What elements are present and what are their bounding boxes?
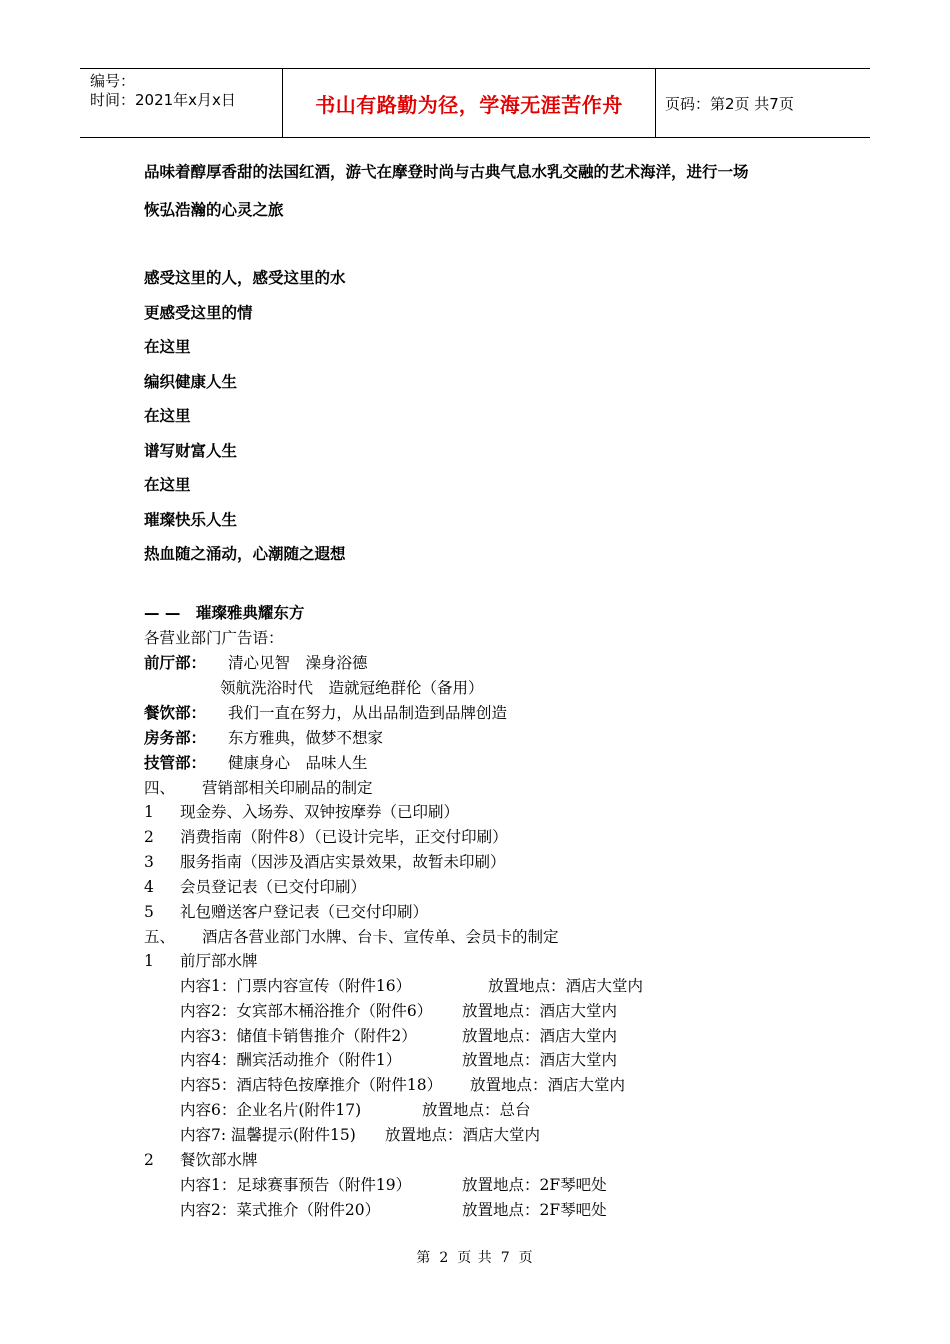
list-item bbox=[144, 877, 366, 897]
intro-line-1: 品味着醇厚香甜的法国红酒，游弋在摩登时尚与古典气息水乳交融的艺术海洋，进行一场 bbox=[144, 163, 749, 181]
signage-row bbox=[180, 1026, 617, 1046]
signage-row bbox=[180, 1050, 617, 1070]
ads-title: 各营业部门广告语： bbox=[144, 629, 284, 647]
item-number: 2 bbox=[144, 828, 154, 846]
ad-text: 东方雅典，做梦不想家 bbox=[228, 729, 384, 747]
ad-row bbox=[220, 678, 484, 698]
signage-place: 放置地点：酒店大堂内 bbox=[462, 1027, 618, 1045]
signage-row bbox=[180, 1100, 531, 1120]
group-heading bbox=[144, 1150, 258, 1170]
signage-content: 内容1：门票内容宣传（附件16） bbox=[180, 977, 412, 995]
signage-place: 放置地点：酒店大堂内 bbox=[462, 1002, 618, 1020]
list-item bbox=[144, 827, 508, 847]
page-label: 页码：第2页 共7页 bbox=[665, 94, 794, 113]
ad-row bbox=[144, 753, 368, 773]
item-number: 5 bbox=[144, 903, 154, 921]
date-label: 时间：2021年x月x日 bbox=[90, 91, 236, 109]
signage-content: 内容4：酬宾活动推介（附件1） bbox=[180, 1051, 402, 1069]
ad-row bbox=[144, 728, 383, 748]
signage-place: 放置地点：总台 bbox=[422, 1101, 531, 1119]
poem-line: 谱写财富人生 bbox=[144, 442, 238, 460]
signage-row bbox=[180, 1175, 607, 1195]
item-text: 现金券、入场券、双钟按摩券（已印刷） bbox=[180, 803, 460, 821]
tagline: — — 璀璨雅典耀东方 bbox=[144, 604, 305, 622]
poem-line: 感受这里的人，感受这里的水 bbox=[144, 269, 346, 287]
section-title: 营销部相关印刷品的制定 bbox=[202, 779, 373, 797]
poem-line: 在这里 bbox=[144, 407, 191, 425]
signage-row bbox=[180, 1075, 625, 1095]
item-text: 礼包赠送客户登记表（已交付印刷） bbox=[180, 903, 429, 921]
document-header bbox=[80, 68, 870, 138]
item-text: 服务指南（因涉及酒店实景效果，故暂未印刷） bbox=[180, 853, 506, 871]
motto: 书山有路勤为径，学海无涯苦作舟 bbox=[315, 92, 623, 117]
poem-line: 璀璨快乐人生 bbox=[144, 511, 238, 529]
signage-content: 内容2：女宾部木桶浴推介（附件6） bbox=[180, 1002, 433, 1020]
ad-dept: 餐饮部： bbox=[144, 704, 207, 722]
item-number: 4 bbox=[144, 878, 154, 896]
signage-place: 放置地点：2F琴吧处 bbox=[462, 1176, 607, 1194]
signage-content: 内容6：企业名片(附件17) bbox=[180, 1101, 362, 1119]
signage-row bbox=[180, 976, 643, 996]
intro-line-2: 恢弘浩瀚的心灵之旅 bbox=[144, 201, 284, 219]
group-title: 餐饮部水牌 bbox=[180, 1151, 258, 1169]
serial-label: 编号： bbox=[90, 72, 136, 90]
footer-page-number: 2 bbox=[439, 1250, 450, 1266]
ad-row bbox=[144, 653, 368, 673]
ad-text: 健康身心 品味人生 bbox=[228, 754, 368, 772]
section-number: 五、 bbox=[144, 928, 176, 946]
signage-place: 放置地点：酒店大堂内 bbox=[488, 977, 644, 995]
item-text: 会员登记表（已交付印刷） bbox=[180, 878, 367, 896]
page-footer bbox=[0, 1247, 950, 1267]
list-item bbox=[144, 852, 506, 872]
ad-text: 我们一直在努力，从出品制造到品牌创造 bbox=[228, 704, 508, 722]
signage-content: 内容7: 温馨提示(附件15) bbox=[180, 1126, 356, 1144]
signage-place: 放置地点：酒店大堂内 bbox=[462, 1051, 618, 1069]
list-item bbox=[144, 802, 459, 822]
signage-row bbox=[180, 1125, 540, 1145]
item-number: 3 bbox=[144, 853, 154, 871]
ad-text: 领航洗浴时代 造就冠绝群伦（备用） bbox=[220, 679, 484, 697]
poem-line: 在这里 bbox=[144, 338, 191, 356]
poem-line: 更感受这里的情 bbox=[144, 304, 253, 322]
footer-post: 页 bbox=[518, 1250, 534, 1266]
poem-line: 编织健康人生 bbox=[144, 373, 238, 391]
section-number: 四、 bbox=[144, 779, 176, 797]
group-number: 2 bbox=[144, 1151, 154, 1169]
poem-line: 在这里 bbox=[144, 476, 191, 494]
header-page-cell bbox=[655, 69, 870, 137]
ad-dept: 房务部： bbox=[144, 729, 207, 747]
section-title: 酒店各营业部门水牌、台卡、宣传单、会员卡的制定 bbox=[202, 928, 559, 946]
footer-total-pages: 7 bbox=[500, 1250, 511, 1266]
signage-place: 放置地点：酒店大堂内 bbox=[470, 1076, 626, 1094]
footer-mid: 页 共 bbox=[457, 1250, 493, 1266]
signage-row bbox=[180, 1001, 617, 1021]
signage-place: 放置地点：2F琴吧处 bbox=[462, 1201, 607, 1219]
group-title: 前厅部水牌 bbox=[180, 952, 258, 970]
header-motto-cell bbox=[282, 69, 656, 137]
group-heading bbox=[144, 951, 258, 971]
section-5-heading bbox=[144, 927, 559, 947]
list-item bbox=[144, 902, 428, 922]
footer-pre: 第 bbox=[416, 1250, 432, 1266]
signage-content: 内容2：菜式推介（附件20） bbox=[180, 1201, 381, 1219]
item-number: 1 bbox=[144, 803, 154, 821]
ad-row bbox=[144, 703, 507, 723]
ad-dept: 技管部： bbox=[144, 754, 207, 772]
group-number: 1 bbox=[144, 952, 154, 970]
signage-content: 内容3：储值卡销售推介（附件2） bbox=[180, 1027, 417, 1045]
poem-line: 热血随之涌动，心潮随之遐想 bbox=[144, 545, 346, 563]
ad-text: 清心见智 澡身浴德 bbox=[228, 654, 368, 672]
signage-row bbox=[180, 1200, 607, 1220]
signage-content: 内容1：足球赛事预告（附件19） bbox=[180, 1176, 412, 1194]
signage-content: 内容5：酒店特色按摩推介（附件18） bbox=[180, 1076, 443, 1094]
signage-place: 放置地点：酒店大堂内 bbox=[385, 1126, 541, 1144]
item-text: 消费指南（附件8）（已设计完毕，正交付印刷） bbox=[180, 828, 508, 846]
section-4-heading bbox=[144, 778, 373, 798]
ad-dept: 前厅部： bbox=[144, 654, 207, 672]
header-meta bbox=[80, 69, 282, 137]
